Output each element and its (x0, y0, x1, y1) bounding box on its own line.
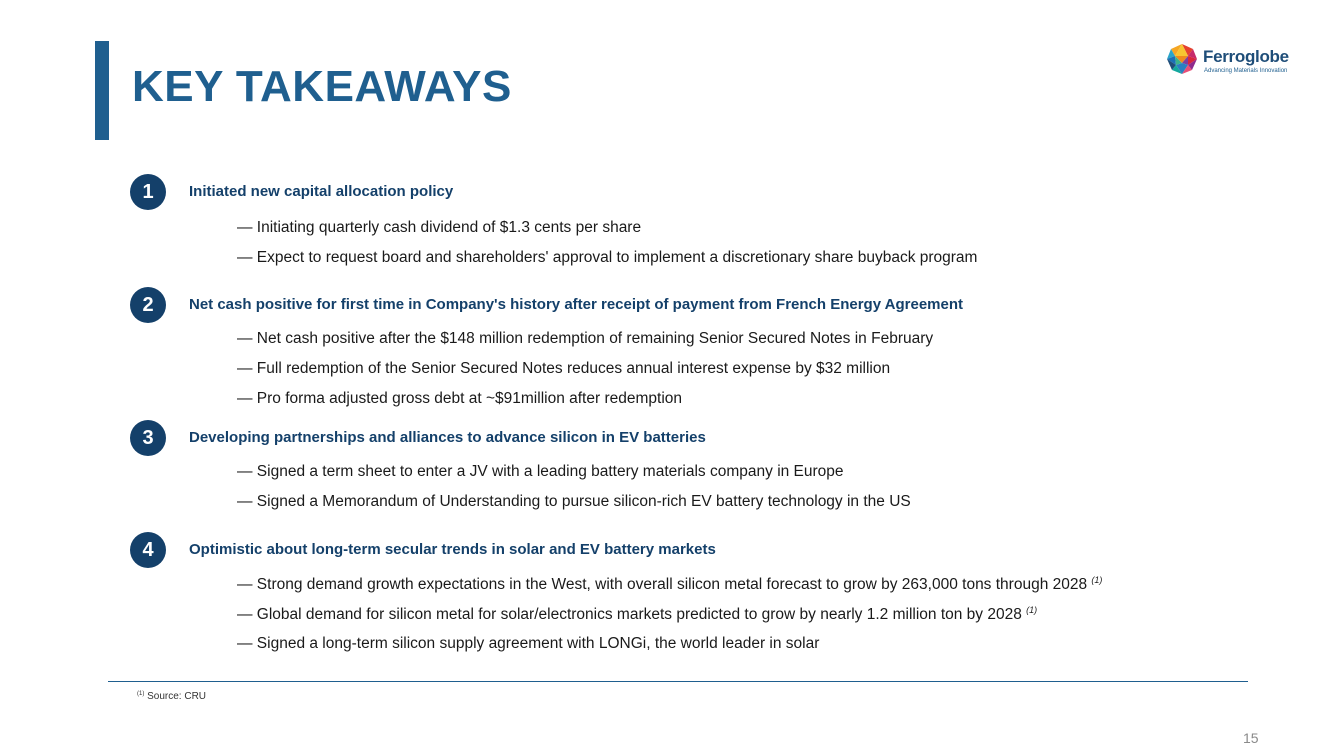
bullet-item: — Pro forma adjusted gross debt at ~$91million after redemption (237, 390, 682, 407)
logo-wordmark: Ferroglobe (1203, 47, 1289, 66)
section-number-badge: 2 (130, 287, 166, 323)
bullet-item: — Expect to request board and shareholders' approval to implement a discretionary share buyback program (237, 249, 978, 266)
bullet-item: — Signed a term sheet to enter a JV with a leading battery materials company in Europe (237, 463, 844, 480)
footnote-ref: (1) (1091, 575, 1103, 585)
footnote-text: Source: CRU (147, 691, 207, 702)
bullet-item: — Full redemption of the Senior Secured Notes reduces annual interest expense by $32 million (237, 360, 891, 377)
bullet-text: — Strong demand growth expectations in the West, with overall silicon metal forecast to grow by 263,000 tons through 2028 (237, 576, 1088, 593)
section-title: Optimistic about long-term secular trends in solar and EV battery markets (189, 541, 716, 558)
logo-tagline: Advancing Materials Innovation (1204, 68, 1288, 74)
footnote (137, 691, 206, 702)
globe-icon (1166, 43, 1198, 75)
bullet-item: — Initiating quarterly cash dividend of $1.3 cents per share (237, 219, 642, 236)
section-title: Developing partnerships and alliances to advance silicon in EV batteries (189, 429, 706, 446)
bullet-item: — Net cash positive after the $148 million redemption of remaining Senior Secured Notes in February (237, 330, 934, 347)
page-title: KEY TAKEAWAYS (132, 62, 512, 111)
title-accent-bar (95, 41, 109, 140)
section-title: Initiated new capital allocation policy (189, 183, 454, 200)
bullet-item (237, 575, 1102, 594)
bullet-text: — Global demand for silicon metal for solar/electronics markets predicted to grow by nearly 1.2 million ton by 2028 (237, 606, 1022, 623)
section-number-badge: 1 (130, 174, 166, 210)
page-number: 15 (1243, 730, 1259, 746)
footnote-marker: (1) (137, 691, 145, 697)
footnote-ref: (1) (1026, 605, 1038, 615)
section-title: Net cash positive for first time in Company's history after receipt of payment from French Energy Agreement (189, 296, 964, 313)
section-number-badge: 3 (130, 420, 166, 456)
bullet-item: — Signed a long-term silicon supply agreement with LONGi, the world leader in solar (237, 635, 820, 652)
company-logo (1166, 43, 1296, 77)
footer-divider (108, 681, 1248, 682)
bullet-item (237, 605, 1037, 624)
section-number-badge: 4 (130, 532, 166, 568)
bullet-item: — Signed a Memorandum of Understanding to pursue silicon-rich EV battery technology in the US (237, 493, 911, 510)
